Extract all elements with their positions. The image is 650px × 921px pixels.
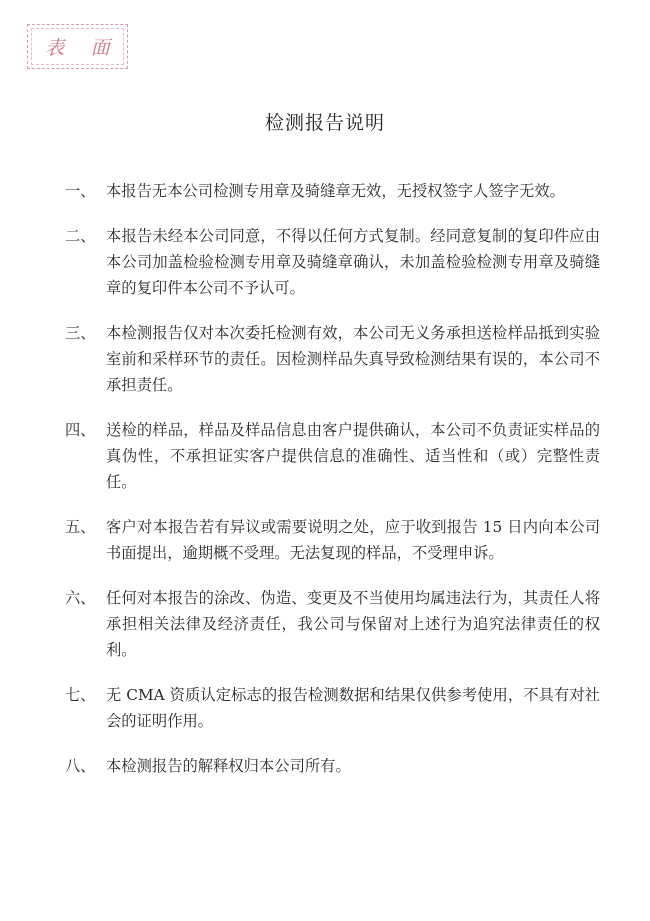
item-number: 一、 — [65, 182, 96, 200]
item-number: 六、 — [65, 589, 96, 607]
statement-item — [65, 682, 600, 734]
statement-item — [65, 178, 600, 204]
statement-item — [65, 320, 600, 398]
statement-item — [65, 585, 600, 663]
item-text: 本检测报告的解释权归本公司所有。 — [106, 757, 351, 775]
item-text: 任何对本报告的涂改、伪造、变更及不当使用均属违法行为，其责任人将承担相关法律及经济责任，我公司与保留对上述行为追究法律责任的权利。 — [106, 589, 600, 659]
item-text: 客户对本报告若有异议或需要说明之处，应于收到报告 15 日内向本公司书面提出，逾期概不受理。无法复现的样品，不受理申诉。 — [106, 518, 600, 562]
statement-list — [65, 178, 600, 798]
statement-item — [65, 417, 600, 495]
item-number: 四、 — [65, 421, 96, 439]
page-title: 检测报告说明 — [264, 112, 385, 134]
item-number: 八、 — [65, 757, 96, 775]
item-text: 本检测报告仅对本次委托检测有效，本公司无义务承担送检样品抵到实验室前和采样环节的责任。因检测样品失真导致检测结果有误的，本公司不承担责任。 — [106, 324, 600, 394]
page-stamp — [27, 24, 128, 69]
stamp-char: 表 — [45, 37, 65, 59]
item-number: 三、 — [65, 324, 96, 342]
statement-item — [65, 753, 600, 779]
item-number: 五、 — [65, 518, 96, 536]
item-text: 本报告无本公司检测专用章及骑缝章无效，无授权签字人签字无效。 — [106, 182, 565, 200]
stamp-char: 面 — [90, 37, 110, 59]
stamp-inner — [31, 28, 124, 65]
item-number: 二、 — [65, 227, 96, 245]
item-number: 七、 — [65, 686, 96, 704]
item-text: 本报告未经本公司同意，不得以任何方式复制。经同意复制的复印件应由本公司加盖检验检测专用章及骑缝章确认，未加盖检验检测专用章及骑缝章的复印件本公司不予认可。 — [106, 227, 600, 297]
statement-item — [65, 223, 600, 301]
item-text: 送检的样品，样品及样品信息由客户提供确认，本公司不负责证实样品的真伪性，不承担证实客户提供信息的准确性、适当性和（或）完整性责任。 — [106, 421, 600, 491]
statement-item — [65, 514, 600, 566]
item-text: 无 CMA 资质认定标志的报告检测数据和结果仅供参考使用，不具有对社会的证明作用。 — [106, 686, 600, 730]
